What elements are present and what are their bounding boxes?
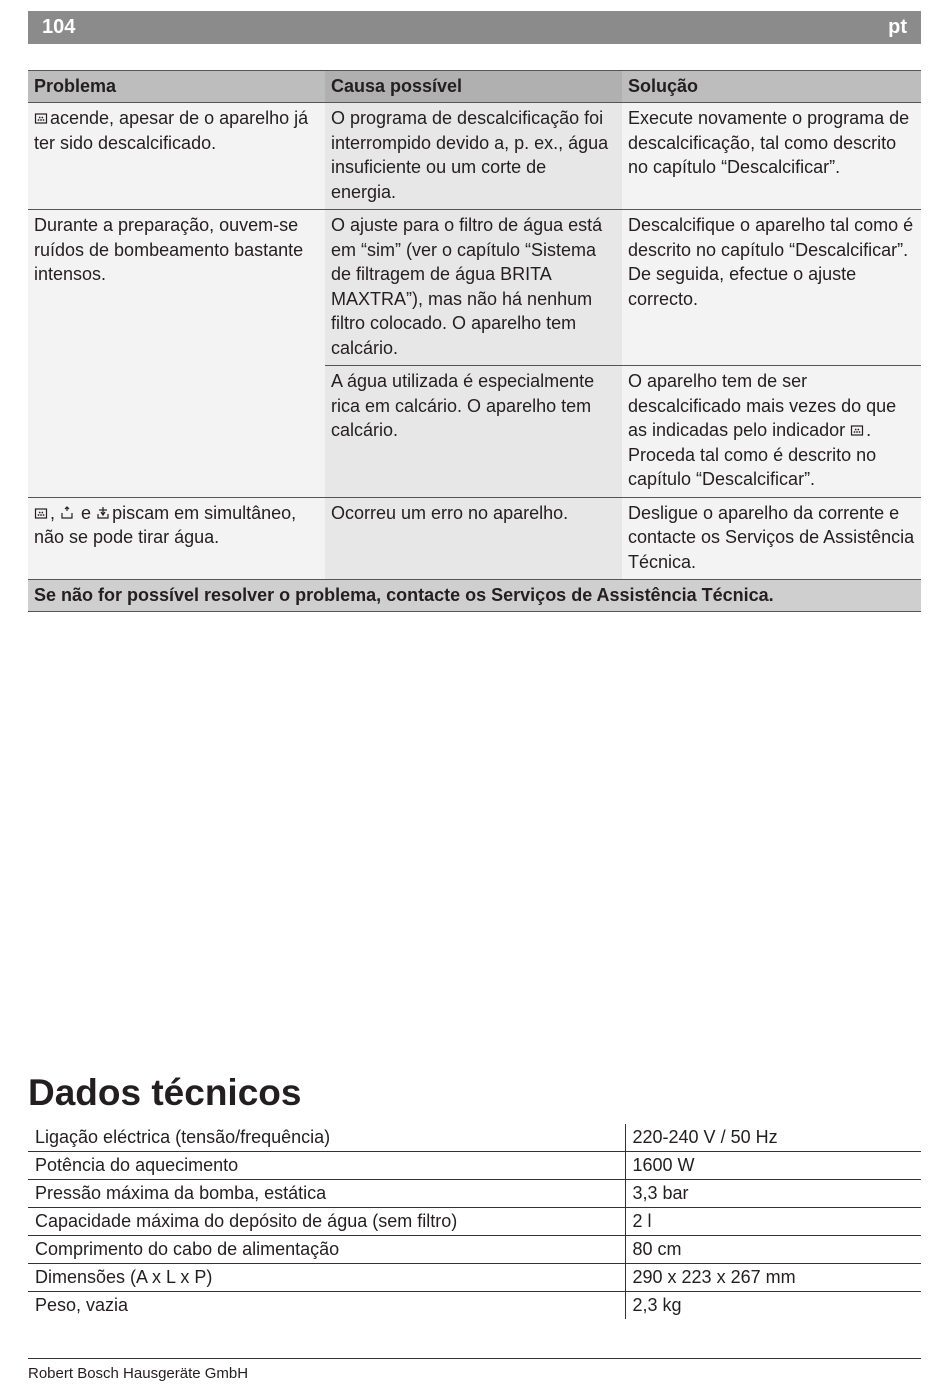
- problem-cell: Durante a preparação, ouvem-se ruídos de bombeamento bastante intensos.: [28, 210, 325, 498]
- spec-label: Dimensões (A x L x P): [28, 1264, 625, 1292]
- problem-conjunction: e: [81, 502, 92, 523]
- spec-label: Capacidade máxima do depósito de água (sem filtro): [28, 1208, 625, 1236]
- table-row: [28, 1292, 921, 1320]
- spec-label: Ligação eléctrica (tensão/frequência): [28, 1124, 625, 1152]
- table-row: [28, 1236, 921, 1264]
- page-number: 104: [42, 16, 76, 38]
- spec-value: 2 l: [625, 1208, 921, 1236]
- descale-icon: [34, 506, 48, 520]
- cause-cell: Ocorreu um erro no aparelho.: [325, 497, 622, 580]
- tech-specs-table: [28, 1124, 921, 1319]
- problem-separator: ,: [50, 502, 56, 523]
- cause-cell: O programa de descalcificação foi interrompido devido a, p. ex., água insuficiente ou um corte de energia.: [325, 103, 622, 210]
- company-name: Robert Bosch Hausgeräte GmbH: [28, 1365, 249, 1382]
- column-header-cause: Causa possível: [325, 71, 622, 103]
- table-row: [28, 1124, 921, 1152]
- solution-text: . Proceda tal como é descrito no capítulo “Descalcificar”.: [628, 420, 877, 489]
- table-row: [28, 1152, 921, 1180]
- spec-value: 3,3 bar: [625, 1180, 921, 1208]
- table-row: [28, 1208, 921, 1236]
- table-row: [28, 1180, 921, 1208]
- spec-value: 220-240 V / 50 Hz: [625, 1124, 921, 1152]
- spec-label: Potência do aquecimento: [28, 1152, 625, 1180]
- problem-cell: [28, 497, 325, 580]
- spec-label: Peso, vazia: [35, 1295, 129, 1315]
- descale-icon: [34, 111, 48, 125]
- column-header-problem: Problema: [28, 71, 325, 103]
- problem-text: acende, apesar de o aparelho já ter sido descalcificado.: [34, 108, 309, 153]
- section-title: Dados técnicos: [28, 1072, 302, 1113]
- column-header-solution: Solução: [622, 71, 921, 103]
- cause-cell: O ajuste para o filtro de água está em “sim” (ver o capítulo “Sistema de filtragem de água BRITA MAXTRA”), mas não há nenhum filtro colocado. O aparelho tem calcário.: [325, 210, 622, 366]
- cause-cell: A água utilizada é especialmente rica em calcário. O aparelho tem calcário.: [325, 366, 622, 498]
- table-row: [28, 1264, 921, 1292]
- page-header: [28, 11, 921, 44]
- filter-icon: [96, 506, 110, 520]
- spec-value: 2,3 kg: [625, 1292, 921, 1320]
- troubleshooting-table: [28, 70, 921, 612]
- language-code: pt: [888, 16, 907, 38]
- descale-icon: [850, 423, 864, 437]
- problem-text: piscam em simultâneo, não se pode tirar água.: [34, 502, 297, 547]
- spec-value: 80 cm: [625, 1236, 921, 1264]
- support-note: Se não for possível resolver o problema, contacte os Serviços de Assistência Técnica.: [28, 580, 921, 612]
- table-row: [28, 497, 921, 580]
- table-row: [28, 103, 921, 210]
- table-row: [28, 210, 921, 366]
- spec-label: Comprimento do cabo de alimentação: [28, 1236, 625, 1264]
- spec-value: 290 x 223 x 267 mm: [625, 1264, 921, 1292]
- problem-cell: [28, 103, 325, 210]
- steam-icon: [60, 506, 74, 520]
- solution-text: O aparelho tem de ser descalcificado mais vezes do que as indicadas pelo indicador: [628, 371, 897, 440]
- footer-divider: [28, 1358, 921, 1359]
- solution-cell: Descalcifique o aparelho tal como é descrito no capítulo “Descalcificar”. De seguida, efectue o ajuste correcto.: [622, 210, 921, 366]
- spec-value: 1600 W: [625, 1152, 921, 1180]
- solution-cell: Execute novamente o programa de descalcificação, tal como descrito no capítulo “Descalcificar”.: [622, 103, 921, 210]
- table-footer-row: [28, 580, 921, 612]
- spec-label: Pressão máxima da bomba, estática: [28, 1180, 625, 1208]
- solution-cell: Desligue o aparelho da corrente e contacte os Serviços de Assistência Técnica.: [622, 497, 921, 580]
- solution-cell: [622, 366, 921, 498]
- table-header-row: [28, 71, 921, 103]
